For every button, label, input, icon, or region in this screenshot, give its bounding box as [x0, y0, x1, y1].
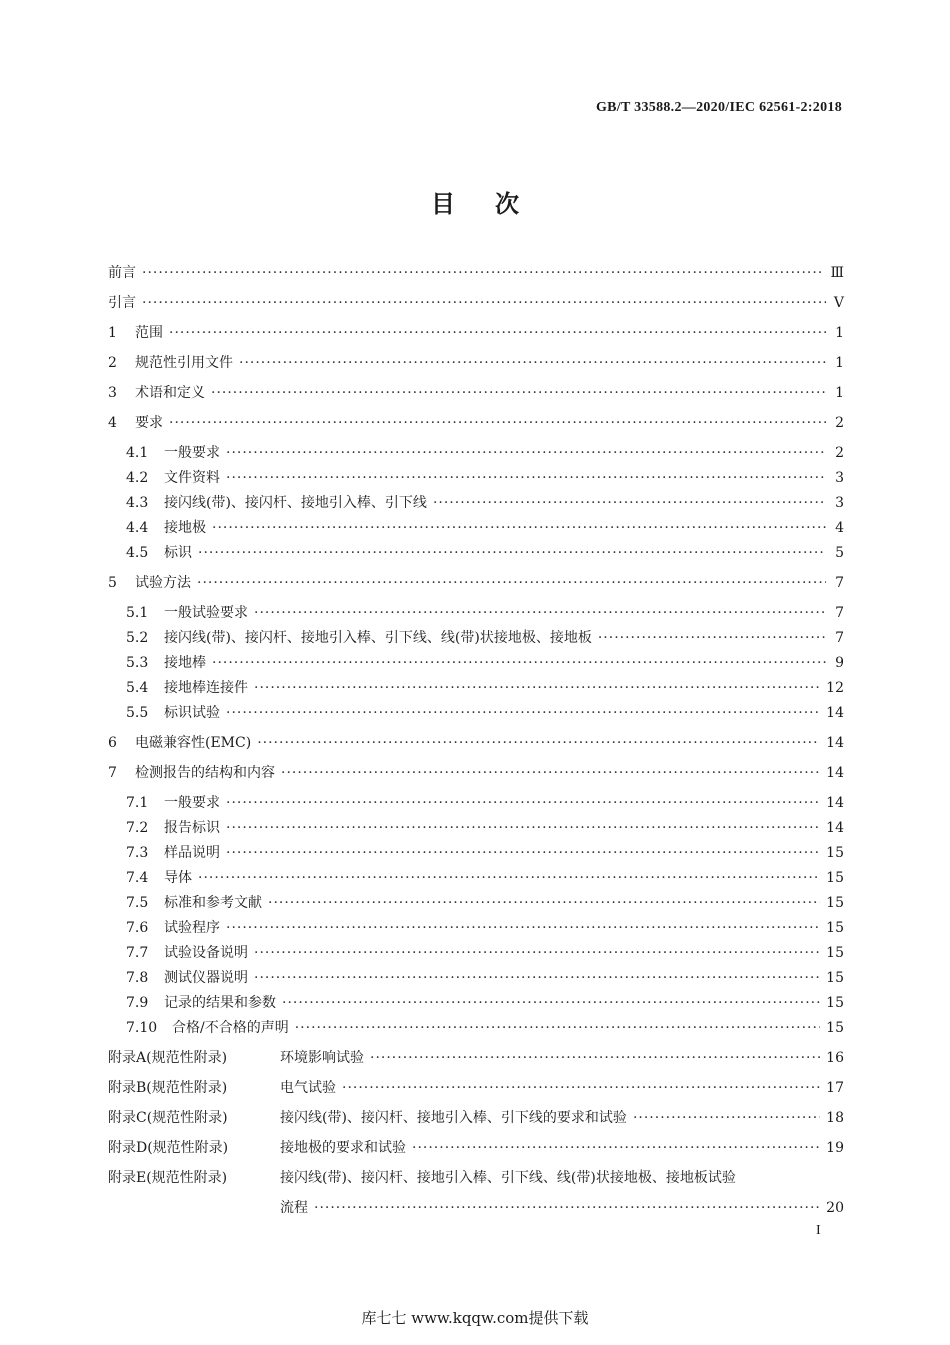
toc-entry-page: 16 — [826, 1050, 844, 1066]
toc-entry[interactable] — [108, 992, 844, 1014]
toc-entry[interactable] — [108, 602, 844, 624]
toc-entry[interactable] — [108, 917, 844, 939]
toc-leader-dots — [314, 1197, 820, 1219]
toc-entry-number: 7.2 — [126, 820, 149, 836]
toc-entry[interactable] — [108, 262, 844, 284]
toc-entry[interactable] — [108, 652, 844, 674]
toc-entry-number: 4 — [108, 415, 117, 431]
toc-leader-dots — [295, 1017, 820, 1039]
toc-entry-label: 一般要求 — [164, 795, 220, 811]
toc-entry-page: 7 — [835, 630, 844, 646]
toc-entry-page: 15 — [826, 895, 844, 911]
toc-entry-number: 3 — [108, 385, 117, 401]
toc-entry-label: 范围 — [135, 325, 163, 341]
toc-entry-page: 2 — [835, 415, 844, 431]
toc-entry-number: 附录A(规范性附录) — [108, 1050, 228, 1066]
toc-entry-number: 7.3 — [126, 845, 149, 861]
toc-entry-label: 接闪线(带)、接闪杆、接地引入棒、引下线、线(带)状接地极、接地板 — [164, 630, 592, 646]
toc-entry-number: 4.1 — [126, 445, 149, 461]
toc-entry-number: 7.1 — [126, 795, 149, 811]
toc-entry-number: 7.4 — [126, 870, 149, 886]
toc-entry-page: 1 — [835, 385, 844, 401]
toc-entry-label: 接闪线(带)、接闪杆、接地引入棒、引下线、线(带)状接地极、接地板试验 — [280, 1170, 736, 1186]
toc-entry[interactable] — [108, 322, 844, 344]
toc-entry-number: 7.7 — [126, 945, 149, 961]
toc-leader-dots — [342, 1077, 820, 1099]
toc-entry-label: 导体 — [164, 870, 192, 886]
toc-entry-page: 15 — [826, 870, 844, 886]
toc-leader-dots — [281, 762, 820, 784]
toc-entry[interactable] — [108, 1197, 844, 1219]
toc-entry[interactable] — [108, 792, 844, 814]
toc-entry-label: 检测报告的结构和内容 — [135, 765, 275, 781]
toc-entry-label: 接地棒连接件 — [164, 680, 248, 696]
toc-entry[interactable] — [108, 467, 844, 489]
toc-entry-number: 7.9 — [126, 995, 149, 1011]
toc-entry-number: 5.3 — [126, 655, 149, 671]
toc-entry-number: 附录D(规范性附录) — [108, 1140, 229, 1156]
toc-entry[interactable] — [108, 517, 844, 539]
toc-entry[interactable] — [108, 677, 844, 699]
toc-entry-label: 接闪线(带)、接闪杆、接地引入棒、引下线 — [164, 495, 427, 511]
toc-entry-page: Ⅴ — [833, 295, 844, 311]
toc-entry[interactable] — [108, 702, 844, 724]
toc-leader-dots — [433, 492, 826, 514]
toc-leader-dots — [598, 627, 826, 649]
toc-entry[interactable] — [108, 542, 844, 564]
toc-entry-page: 3 — [835, 470, 844, 486]
toc-entry-page: Ⅲ — [830, 265, 844, 281]
toc-entry-page: 15 — [826, 920, 844, 936]
toc-leader-dots — [169, 322, 826, 344]
toc-entry-page: 15 — [826, 845, 844, 861]
toc-entry-page: 15 — [826, 970, 844, 986]
toc-entry[interactable] — [108, 1107, 844, 1129]
toc-leader-dots — [212, 652, 826, 674]
toc-entry[interactable] — [108, 1047, 844, 1069]
toc-leader-dots — [198, 867, 820, 889]
toc-leader-dots — [226, 467, 826, 489]
toc-entry[interactable] — [108, 732, 844, 754]
toc-entry-number: 4.2 — [126, 470, 149, 486]
toc-entry-label: 报告标识 — [164, 820, 220, 836]
toc-entry-page: 19 — [826, 1140, 844, 1156]
toc-leader-dots — [239, 352, 826, 374]
toc-leader-dots — [254, 602, 826, 624]
footer-watermark: 库七七 www.kqqw.com提供下载 — [361, 1309, 589, 1327]
toc-entry[interactable] — [108, 1077, 844, 1099]
toc-leader-dots — [254, 677, 820, 699]
toc-entry-number: 7 — [108, 765, 117, 781]
toc-entry-page: 1 — [835, 325, 844, 341]
toc-entry-number: 2 — [108, 355, 117, 371]
toc-entry-page: 2 — [835, 445, 844, 461]
toc-entry-number: 4.5 — [126, 545, 149, 561]
toc-leader-dots — [268, 892, 820, 914]
toc-leader-dots — [226, 817, 820, 839]
toc-leader-dots — [211, 382, 826, 404]
toc-entry-page: 14 — [826, 820, 844, 836]
toc-entry-page: 14 — [826, 765, 844, 781]
toc-entry-label: 接地极的要求和试验 — [280, 1140, 406, 1156]
toc-entry-page: 1 — [835, 355, 844, 371]
toc-leader-dots — [254, 967, 820, 989]
toc-entry[interactable] — [108, 382, 844, 404]
toc-entry-number: 1 — [108, 325, 117, 341]
toc-entry[interactable] — [108, 572, 844, 594]
toc-entry-number: 7.10 — [126, 1020, 158, 1036]
toc-entry-label: 术语和定义 — [135, 385, 205, 401]
toc-entry-page: 15 — [826, 995, 844, 1011]
page-title: 目次 — [431, 190, 559, 218]
toc-entry-page: 7 — [835, 575, 844, 591]
toc-entry-label: 流程 — [280, 1200, 308, 1216]
toc-leader-dots — [226, 702, 820, 724]
toc-entry-number: 4.4 — [126, 520, 149, 536]
toc-entry-page: 20 — [826, 1200, 844, 1216]
toc-entry-page: 7 — [835, 605, 844, 621]
toc-entry-page: 17 — [826, 1080, 844, 1096]
toc-entry[interactable] — [108, 352, 844, 374]
toc-entry-number: 附录B(规范性附录) — [108, 1080, 228, 1096]
toc-leader-dots — [197, 572, 826, 594]
toc-entry-label: 文件资料 — [164, 470, 220, 486]
toc-leader-dots — [254, 942, 820, 964]
toc-entry-page: 14 — [826, 705, 844, 721]
toc-entry[interactable] — [108, 817, 844, 839]
toc-entry[interactable] — [108, 967, 844, 989]
toc-entry-number: 5.5 — [126, 705, 149, 721]
toc-entry-label: 电磁兼容性(EMC) — [135, 735, 252, 751]
toc-entry[interactable] — [108, 842, 844, 864]
toc-entry-page: 15 — [826, 945, 844, 961]
toc-entry-page: 14 — [826, 795, 844, 811]
toc-entry-label: 接闪线(带)、接闪杆、接地引入棒、引下线的要求和试验 — [280, 1110, 627, 1126]
toc-leader-dots — [198, 542, 826, 564]
toc-entry-label: 测试仪器说明 — [164, 970, 248, 986]
toc-entry-label: 接地棒 — [164, 655, 206, 671]
toc-leader-dots — [412, 1137, 820, 1159]
toc-entry-page: 18 — [826, 1110, 844, 1126]
toc-entry-label: 电气试验 — [280, 1080, 336, 1096]
toc-entry[interactable] — [108, 292, 844, 314]
toc-entry-number: 5.4 — [126, 680, 149, 696]
toc-entry-number: 附录C(规范性附录) — [108, 1110, 228, 1126]
toc-entry[interactable] — [108, 492, 844, 514]
toc-entry-page: 4 — [835, 520, 844, 536]
toc-entry[interactable] — [108, 1017, 844, 1039]
toc-entry-page: 3 — [835, 495, 844, 511]
toc-leader-dots — [142, 292, 826, 314]
toc-entry-number: 附录E(规范性附录) — [108, 1170, 228, 1186]
toc-entry-label: 一般试验要求 — [164, 605, 248, 621]
toc-entry-number: 7.8 — [126, 970, 149, 986]
toc-leader-dots — [370, 1047, 820, 1069]
toc-leader-dots — [282, 992, 820, 1014]
toc-entry-label: 标识试验 — [164, 705, 220, 721]
toc-entry-number: 6 — [108, 735, 117, 751]
toc-entry-label: 试验程序 — [164, 920, 220, 936]
toc-entry[interactable] — [108, 1167, 844, 1189]
toc-leader-dots — [226, 442, 826, 464]
toc-entry-label: 合格/不合格的声明 — [172, 1020, 289, 1036]
toc-entry-label: 环境影响试验 — [280, 1050, 364, 1066]
toc-entry-number: 5.2 — [126, 630, 149, 646]
toc-leader-dots — [226, 917, 820, 939]
toc-leader-dots — [257, 732, 820, 754]
toc-entry[interactable] — [108, 892, 844, 914]
toc-entry-label: 试验设备说明 — [164, 945, 248, 961]
toc-entry-label: 记录的结果和参数 — [164, 995, 276, 1011]
standard-code: GB/T 33588.2—2020/IEC 62561-2:2018 — [595, 100, 842, 115]
toc-leader-dots — [212, 517, 826, 539]
toc-entry[interactable] — [108, 867, 844, 889]
toc-entry[interactable] — [108, 942, 844, 964]
toc-entry-number: 5.1 — [126, 605, 149, 621]
toc-entry-number: 7.5 — [126, 895, 149, 911]
toc-leader-dots — [142, 262, 824, 284]
toc-entry-page: 15 — [826, 1020, 844, 1036]
toc-entry-page: 5 — [835, 545, 844, 561]
toc-entry-label: 标识 — [164, 545, 192, 561]
toc-entry-page: 14 — [826, 735, 844, 751]
toc-entry[interactable] — [108, 627, 844, 649]
toc-leader-dots — [226, 792, 820, 814]
toc-entry-label: 引言 — [108, 295, 136, 311]
toc-entry-label: 样品说明 — [164, 845, 220, 861]
page-number: I — [816, 1223, 821, 1238]
toc-entry-page: 12 — [826, 680, 844, 696]
toc-entry-label: 要求 — [135, 415, 163, 431]
toc-entry[interactable] — [108, 762, 844, 784]
toc-leader-dots — [226, 842, 820, 864]
toc-leader-dots — [169, 412, 826, 434]
toc-entry-label: 规范性引用文件 — [135, 355, 233, 371]
toc-entry-label: 标准和参考文献 — [164, 895, 262, 911]
toc-entry-label: 接地极 — [164, 520, 206, 536]
toc-entry-label: 一般要求 — [164, 445, 220, 461]
toc-entry-page: 9 — [835, 655, 844, 671]
toc-entry-number: 5 — [108, 575, 117, 591]
toc-entry[interactable] — [108, 442, 844, 464]
toc-entry-number: 4.3 — [126, 495, 149, 511]
toc-entry-number: 7.6 — [126, 920, 149, 936]
toc-entry[interactable] — [108, 1137, 844, 1159]
toc-entry[interactable] — [108, 412, 844, 434]
toc-entry-label: 前言 — [108, 265, 136, 281]
toc-entry-label: 试验方法 — [135, 575, 191, 591]
toc-leader-dots — [633, 1107, 820, 1129]
